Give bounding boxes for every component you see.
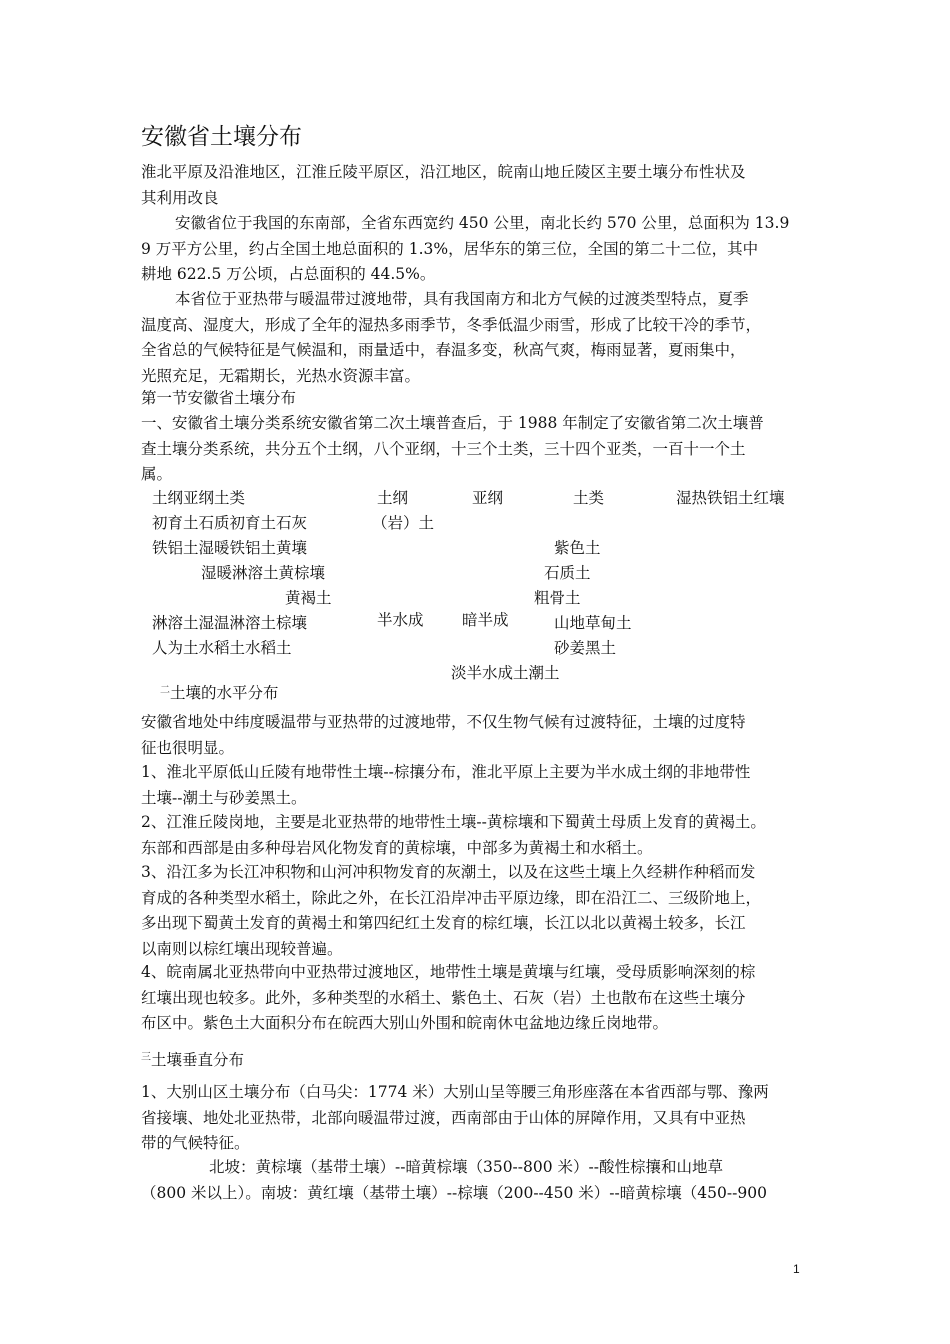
page-number: 1 — [793, 1262, 800, 1276]
table-cell: 石质土 — [544, 564, 591, 582]
text-line: 温度高、湿度大，形成了全年的湿热多雨季节，冬季低温少雨雪，形成了比较干冷的季节， — [141, 315, 762, 334]
text-line: 4、皖南属北亚热带向中亚热带过渡地区，地带性土壤是黄壤与红壤，受母质影响深刻的棕 — [141, 963, 756, 981]
text-line: 以南则以棕红壤出现较普遍。 — [141, 939, 343, 958]
table-cell: 人为土水稻土水稻土 — [152, 639, 292, 657]
text-line: 全省总的气候特征是气候温和，雨量适中，春温多变，秋高气爽，梅雨显著，夏雨集中， — [141, 341, 746, 359]
table-cell: 初育土石质初育土石灰 — [152, 514, 308, 532]
table-cell: 土纲亚纲土类 — [152, 489, 246, 507]
paragraph-slopes — [141, 1155, 816, 1206]
text-line: 2、江淮丘陵岗地，主要是北亚热带的地带性土壤--黄棕壤和下蜀黄土母质上发育的黄褐土。 — [141, 813, 766, 831]
list-item-4 — [141, 960, 816, 1037]
intro-paragraph — [141, 160, 816, 211]
text-line: 查土壤分类系统，共分五个土纲，八个亚纲，十三个土类，三十四个亚类，一百十一个土 — [141, 439, 746, 458]
table-header: 土类 — [573, 489, 605, 507]
table-cell: 淋溶土湿温淋溶土棕壤 — [152, 614, 308, 632]
table-cell: 紫色土 — [554, 539, 601, 557]
table-cell: 湿热铁铝土红壤 — [676, 489, 785, 507]
list-item-1 — [141, 760, 816, 811]
text-line: 土壤--潮土与砂姜黑土。 — [141, 788, 307, 807]
text-line: 耕地 622.5 万公顷，占总面积的 44.5%。 — [141, 265, 436, 283]
table-cell: 淡半水成土潮土 — [451, 664, 560, 682]
text-line: 北坡：黄棕壤（基带土壤）--暗黄棕壤（350--800 米）--酸性棕攘和山地草 — [209, 1158, 724, 1176]
text-line: 1、淮北平原低山丘陵有地带性土壤--棕攘分布，淮北平原上主要为半水成土纲的非地带性 — [141, 763, 751, 781]
table-header: 亚纲 — [472, 489, 504, 507]
text-line: 安徽省位于我国的东南部，全省东西宽约 450 公里，南北长约 570 公里，总面积为 13.9 — [175, 214, 790, 232]
paragraph-climate — [141, 287, 816, 389]
table-cell: 铁铝土湿暖铁铝土黄壤 — [152, 539, 308, 557]
list-item-3 — [141, 860, 816, 962]
text-line: 一、安徽省土壤分类系统安徽省第二次土壤普查后，于 1988 年制定了安徽省第二次土壤普 — [141, 414, 764, 432]
table-cell: 黄褐土 — [285, 589, 332, 607]
text-line: 3、沿江多为长江冲积物和山河冲积物发育的灰潮土，以及在这些土壤上久经耕作种稻而发 — [141, 863, 756, 881]
table-header: 土纲 — [377, 489, 409, 507]
table-cell: 半水成 — [377, 611, 424, 629]
table-cell: 砂姜黑土 — [554, 639, 617, 657]
text-line: 布区中。紫色土大面积分布在皖西大别山外围和皖南休屯盆地边缘丘岗地带。 — [141, 1014, 669, 1032]
text-line: 红壤出现也较多。此外，多种类型的水稻土、紫色土、石灰（岩）土也散布在这些土壤分 — [141, 988, 746, 1007]
text-line: 多出现下蜀黄土发育的黄褐土和第四纪红土发育的棕红壤，长江以北以黄褐土较多，长江 — [141, 914, 746, 932]
list-item-2 — [141, 810, 816, 861]
table-cell: （岩）土 — [372, 514, 435, 532]
document-title: 安徽省土壤分布 — [141, 124, 302, 150]
text-line: 征也很明显。 — [141, 738, 235, 757]
text-line: 育成的各种类型水稻土，除此之外，在长江沿岸冲击平原边缘，即在沿江二、三级阶地上， — [141, 888, 762, 907]
paragraph-area — [141, 211, 816, 288]
text-line: 带的气候特征。 — [141, 1134, 250, 1152]
text-line: 属。 — [141, 465, 173, 483]
section-title: 第一节安徽省土壤分布 — [141, 389, 297, 407]
subheading-vertical — [141, 1048, 244, 1070]
text-line: 1、大别山区土壤分布（白马尖：1774 米）大别山呈等腰三角形座落在本省西部与鄂、豫两 — [141, 1083, 769, 1101]
table-cell: 粗骨土 — [534, 589, 581, 607]
text-line: 其利用改良 — [141, 188, 219, 207]
paragraph-dabie — [141, 1080, 816, 1157]
text-line: 安徽省地处中纬度暖温带与亚热带的过渡地带，不仅生物气候有过渡特征，土壤的过度特 — [141, 713, 746, 731]
subheading-number: 二 — [160, 685, 170, 696]
table-cell: 山地草甸土 — [554, 614, 632, 632]
text-line: 本省位于亚热带与暖温带过渡地带，具有我国南方和北方气候的过渡类型特点，夏季 — [175, 290, 749, 308]
subheading-number: 三 — [141, 1052, 151, 1063]
text-line: 9 万平方公里，约占全国土地总面积的 1.3%，居华东的第三位，全国的第二十二位，其中 — [141, 239, 759, 258]
text-line: （800 米以上）。南坡：黄红壤（基带土壤）--棕壤（200--450 米）--暗黄棕壤（450--900 — [141, 1183, 767, 1202]
subheading-horizontal — [160, 681, 279, 703]
text-line: 省接壤、地处北亚热带，北部向暖温带过渡，西南部由于山体的屏障作用，又具有中亚热 — [141, 1108, 746, 1127]
table-cell: 暗半成 — [462, 611, 509, 629]
paragraph-horizontal — [141, 710, 816, 761]
text-line: 光照充足，无霜期长，光热水资源丰富。 — [141, 366, 421, 385]
subheading-text: 土壤垂直分布 — [151, 1051, 245, 1069]
text-line: 淮北平原及沿淮地区，江淮丘陵平原区，沿江地区，皖南山地丘陵区主要土壤分布性状及 — [141, 163, 746, 181]
text-line: 东部和西部是由多种母岩风化物发育的黄棕壤，中部多为黄褐土和水稻土。 — [141, 838, 653, 857]
paragraph-classification — [141, 411, 816, 488]
table-cell: 湿暖淋溶土黄棕壤 — [201, 564, 326, 582]
section-heading — [141, 386, 816, 412]
subheading-text: 土壤的水平分布 — [170, 684, 279, 702]
